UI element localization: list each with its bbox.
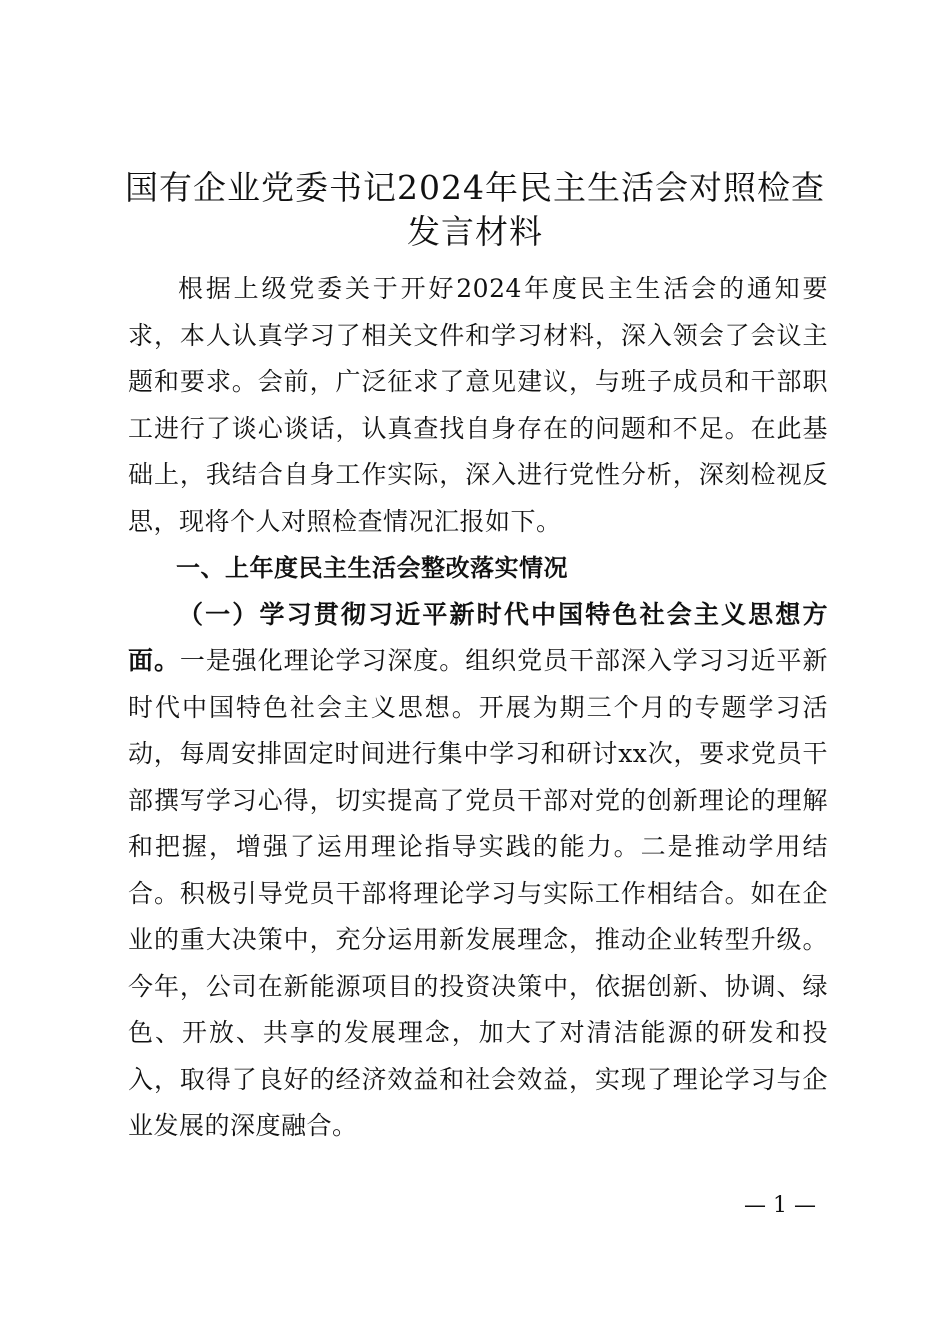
subsection-body: 一是强化理论学习深度。组织党员干部深入学习习近平新时代中国特色社会主义思想。开展为期三个月的专题学习活动，每周安排固定时间进行集中学习和研讨xx次，要求党员干部撰写学习心得，切实提高了党员干部对党的创新理论的理解和把握，增强了运用理论指导实践的能力。二是推动学用结合。积极引导党员干部将理论学习与实际工作相结合。如在企业的重大决策中，充分运用新发展理念，推动企业转型升级。今年，公司在新能源项目的投资决策中，依据创新、协调、绿色、开放、共享的发展理念，加大了对清洁能源的研发和投入，取得了良好的经济效益和社会效益，实现了理论学习与企业发展的深度融合。 [128,646,828,1140]
section-heading: 一、上年度民主生活会整改落实情况 [176,554,568,582]
subsection-heading: （一）学习贯彻习近平新时代中国特色社会主义思想方面。 [128,599,828,675]
document-body [128,266,828,1150]
subsection-paragraph [128,592,828,1150]
page-number: — 1 — [744,1193,816,1218]
intro-paragraph: 根据上级党委关于开好2024年度民主生活会的通知要求，本人认真学习了相关文件和学习材料，深入领会了会议主题和要求。会前，广泛征求了意见建议，与班子成员和干部职工进行了谈心谈话，认真查找自身存在的问题和不足。在此基础上，我结合自身工作实际，深入进行党性分析，深刻检视反思，现将个人对照检查情况汇报如下。 [128,274,828,536]
document-title: 国有企业党委书记2024年民主生活会对照检查发言材料 [125,168,825,251]
